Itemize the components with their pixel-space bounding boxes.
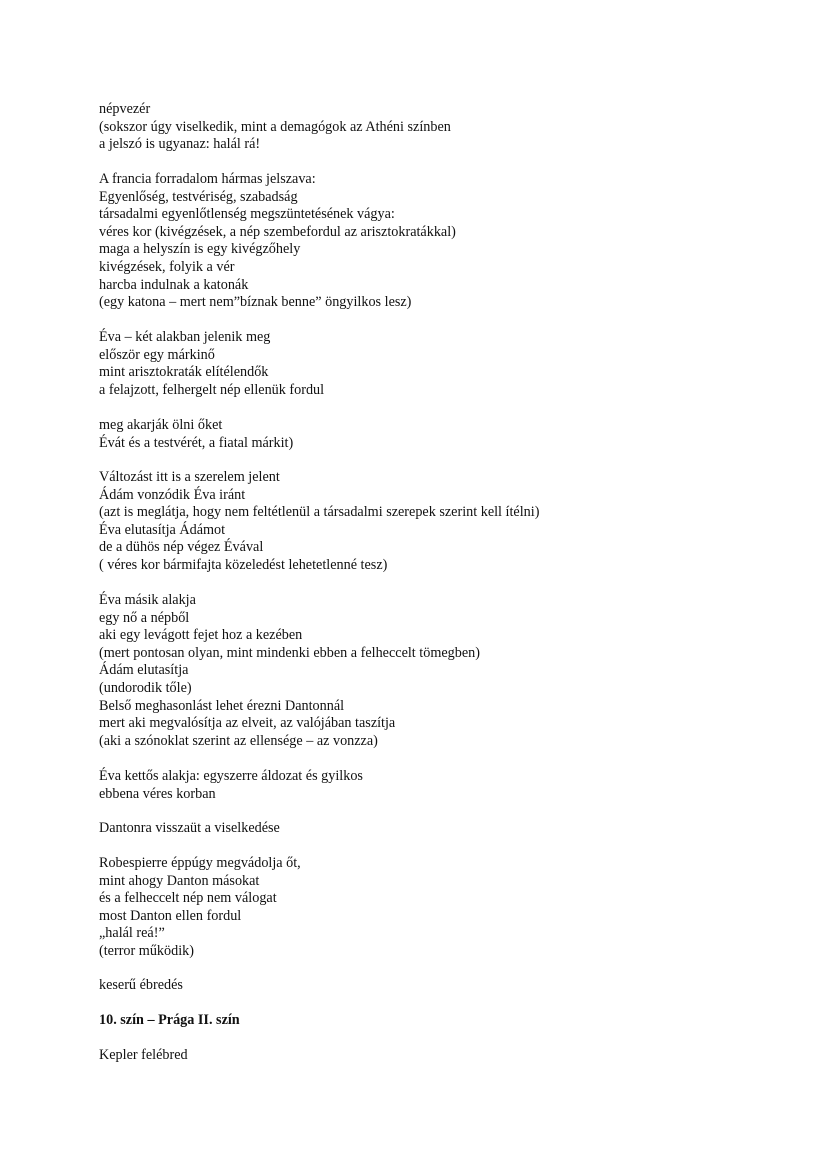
text-line: a jelszó is ugyanaz: halál rá! xyxy=(99,136,261,153)
text-line: mint arisztokraták elítélendők xyxy=(99,364,269,381)
text-line: Ádám elutasítja xyxy=(99,662,189,679)
paragraph-dantonra xyxy=(99,820,799,838)
text-line: A francia forradalom hármas jelszava: xyxy=(99,171,316,187)
paragraph-keseru-ebredes xyxy=(99,977,799,995)
paragraph-kepler xyxy=(99,1047,799,1065)
text-line: egy nő a népből xyxy=(99,609,190,626)
paragraph-meg-akarjak xyxy=(99,417,799,452)
paragraph-francia-forradalom xyxy=(99,171,799,312)
text-line: ( véres kor bármifajta közeledést lehetetlenné tesz) xyxy=(99,556,388,573)
text-line: Kepler felébred xyxy=(99,1047,188,1063)
text-line: ebbena véres korban xyxy=(99,785,216,802)
text-line: véres kor (kivégzések, a nép szembefordul az arisztokratákkal) xyxy=(99,223,456,240)
text-line: Éva kettős alakja: egyszerre áldozat és gyilkos xyxy=(99,768,363,784)
text-line: Éva elutasítja Ádámot xyxy=(99,521,226,538)
text-line: keserű ébredés xyxy=(99,977,183,993)
text-line: most Danton ellen fordul xyxy=(99,907,242,924)
text-line: Belső meghasonlást lehet érezni Dantonnál xyxy=(99,697,345,714)
text-line: Éva másik alakja xyxy=(99,592,196,608)
text-line: népvezér xyxy=(99,101,151,117)
text-line: mert aki megvalósítja az elveit, az valójában taszítja xyxy=(99,715,396,732)
text-line: Változást itt is a szerelem jelent xyxy=(99,469,280,485)
text-line: Robespierre éppúgy megvádolja őt, xyxy=(99,855,301,871)
text-line: és a felheccelt nép nem válogat xyxy=(99,890,277,907)
paragraph-eva-ket-alak xyxy=(99,329,799,399)
text-line: (azt is meglátja, hogy nem feltétlenül a társadalmi szerepek szerint kell ítélni) xyxy=(99,504,540,521)
text-line: mint ahogy Danton másokat xyxy=(99,872,260,889)
text-line: Éva – két alakban jelenik meg xyxy=(99,329,271,345)
text-line: (sokszor úgy viselkedik, mint a demagógok az Athéni színben xyxy=(99,118,451,135)
text-line: meg akarják ölni őket xyxy=(99,417,223,433)
text-line: társadalmi egyenlőtlenség megszüntetésének vágya: xyxy=(99,206,395,223)
text-line: Dantonra visszaüt a viselkedése xyxy=(99,820,280,836)
text-line: (egy katona – mert nem”bíznak benne” öngyilkos lesz) xyxy=(99,294,412,311)
text-line: (mert pontosan olyan, mint mindenki ebben a felheccelt tömegben) xyxy=(99,644,480,661)
text-line: Évát és a testvérét, a fiatal márkit) xyxy=(99,434,294,451)
paragraph-eva-kettos xyxy=(99,768,799,803)
paragraph-nepvezer xyxy=(99,101,799,154)
paragraph-eva-masik-alak xyxy=(99,592,799,750)
text-line: Egyenlőség, testvériség, szabadság xyxy=(99,188,298,205)
text-line: aki egy levágott fejet hoz a kezében xyxy=(99,627,303,644)
paragraph-robespierre xyxy=(99,855,799,961)
text-line: a felajzott, felhergelt nép ellenük fordul xyxy=(99,381,325,398)
text-line: (terror működik) xyxy=(99,942,194,959)
paragraph-valtozas xyxy=(99,469,799,575)
section-heading xyxy=(99,1012,799,1030)
section-heading-text: 10. szín – Prága II. szín xyxy=(99,1012,240,1028)
text-line: először egy márkinő xyxy=(99,346,215,363)
text-line: kivégzések, folyik a vér xyxy=(99,258,235,275)
text-line: (undorodik tőle) xyxy=(99,679,192,696)
text-line: „halál reá!” xyxy=(99,925,165,942)
text-line: (aki a szónoklat szerint az ellensége – az vonzza) xyxy=(99,732,378,749)
text-line: Ádám vonzódik Éva iránt xyxy=(99,486,246,503)
text-line: harcba indulnak a katonák xyxy=(99,276,249,293)
text-line: de a dühös nép végez Évával xyxy=(99,539,264,556)
text-line: maga a helyszín is egy kivégzőhely xyxy=(99,241,301,258)
